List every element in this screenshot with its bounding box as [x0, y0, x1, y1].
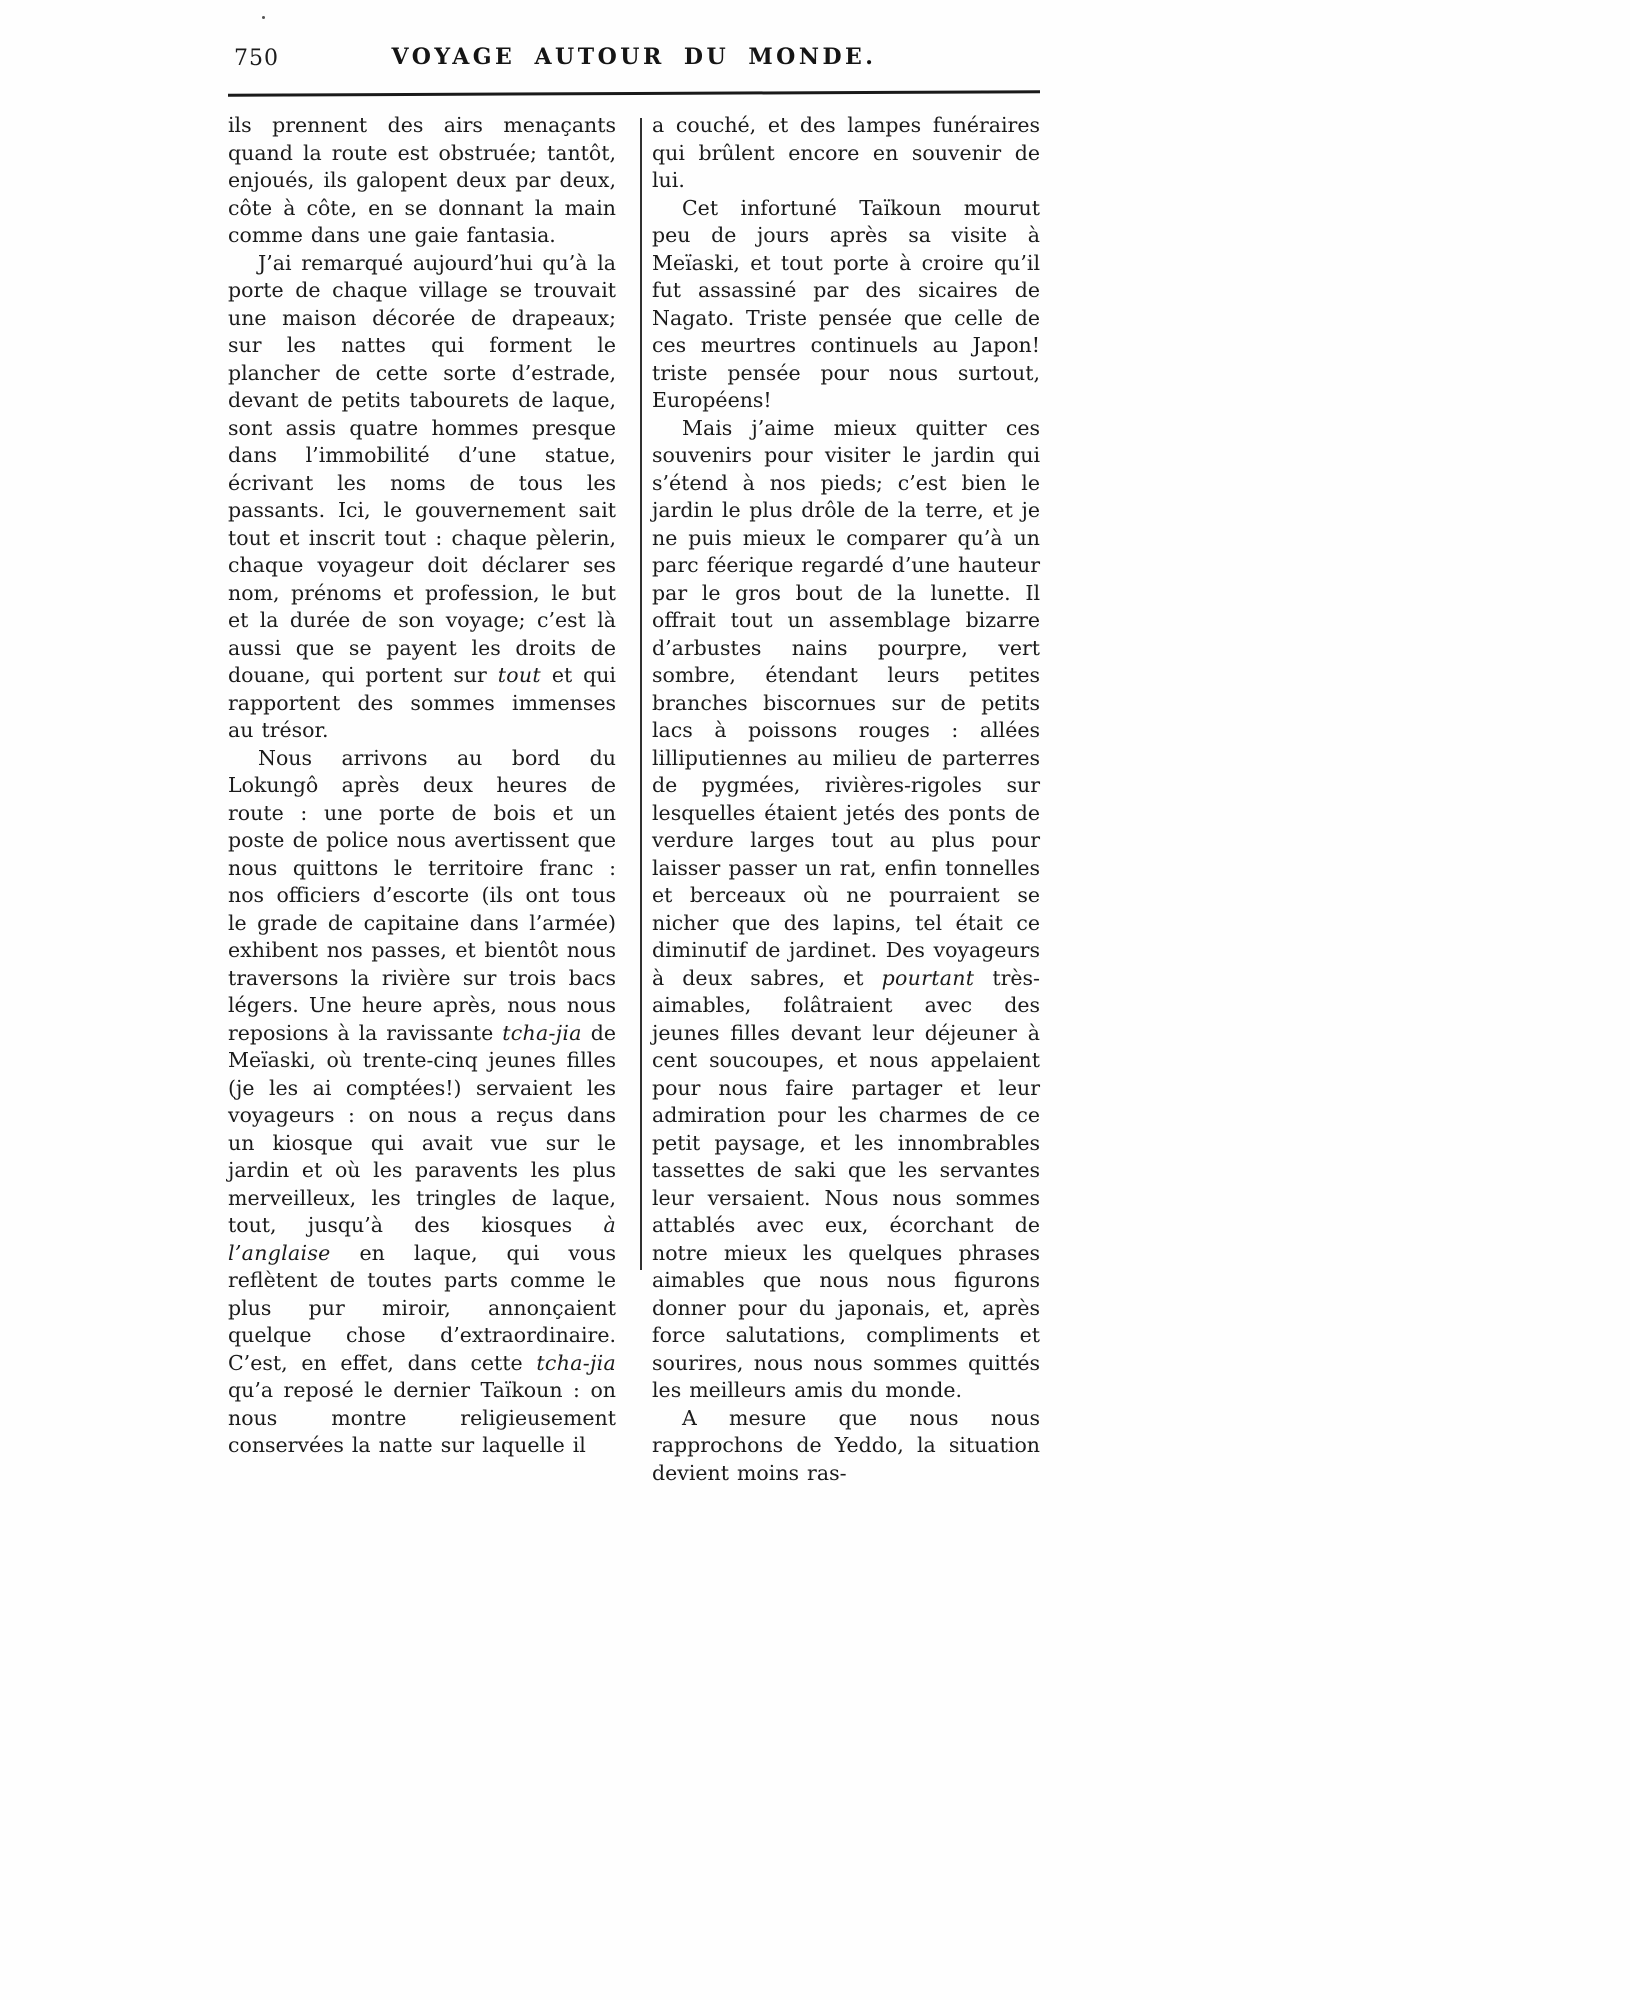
paragraph: Nous arrivons au bord du Lokungô après deux heures de route : une porte de bois et un poste de police nous avertissent que nous quittons le territoire franc : nos officiers d’escorte (ils ont tous le grade de capitaine dans l’armée) exhibent nos passes, et bientôt nous traversons la rivière sur trois bacs légers. Une heure après, nous nous reposions à la ravissante tcha-jia de Meïaski, où trente-cinq jeunes filles (je les ai comptées!) servaient les voyageurs : on nous a reçus dans un kiosque qui avait vue sur le jardin et où les paravents les plus merveilleux, les tringles de laque, tout, jusqu’à des kiosques à l’anglaise en laque, qui vous reflètent de toutes parts comme le plus pur miroir, annonçaient quelque chose d’extraordinaire. C’est, en effet, dans cette tcha-jia qu’a reposé le dernier Taïkoun : on nous montre religieusement conservées la natte sur laquelle il: [228, 745, 616, 1457]
page-number: 750: [234, 46, 279, 71]
paragraph: ils prennent des airs menaçants quand la route est obstruée; tantôt, enjoués, ils galopent deux par deux, côte à côte, en se donnant la main comme dans une gaie fantasia.: [228, 113, 616, 247]
right-column: [652, 112, 1040, 1487]
paragraph: A mesure que nous nous rapprochons de Yeddo, la situation devient moins ras-: [652, 1405, 1040, 1485]
header-rule: [228, 90, 1040, 97]
paragraph: J’ai remarqué aujourd’hui qu’à la porte de chaque village se trouvait une maison décorée de drapeaux; sur les nattes qui forment le plancher de cette sorte d’estrade, devant de petits tabourets de laque, sont assis quatre hommes presque dans l’immobilité d’une statue, écrivant les noms de tous les passants. Ici, le gouvernement sait tout et inscrit tout : chaque pèlerin, chaque voyageur doit déclarer ses nom, prénoms et profession, le but et la durée de son voyage; c’est là aussi que se payent les droits de douane, qui portent sur tout et qui rapportent des sommes immenses au trésor.: [228, 250, 616, 742]
scan-speck: [262, 16, 265, 19]
left-column: [228, 112, 616, 1487]
paragraph: Mais j’aime mieux quitter ces souvenirs pour visiter le jardin qui s’étend à nos pieds; c’est bien le jardin le plus drôle de la terre, et je ne puis mieux le comparer qu’à un parc féerique regardé d’une hauteur par le gros bout de la lunette. Il offrait tout un assemblage bizarre d’arbustes nains pourpre, vert sombre, étendant leurs petites branches biscornues sur de petits lacs à poissons rouges : allées lilliputiennes au milieu de parterres de pygmées, rivières-rigoles sur lesquelles étaient jetés des ponts de verdure larges tout au plus pour laisser passer un rat, enfin tonnelles et berceaux où ne pourraient se nicher que des lapins, tel était ce diminutif de jardinet. Des voyageurs à deux sabres, et pourtant très-aimables, folâtraient avec des jeunes filles devant leur déjeuner à cent soucoupes, et nous appelaient pour nous faire partager et leur admiration pour les charmes de ce petit paysage, et les innombrables tassettes de saki que les servantes leur versaient. Nous nous sommes attablés avec eux, écorchant de notre mieux les quelques phrases aimables que nous nous figurons donner pour du japonais, et, après force salutations, compliments et sourires, nous nous sommes quittés les meilleurs amis du monde.: [652, 415, 1040, 1402]
paragraph: a couché, et des lampes funéraires qui brûlent encore en souvenir de lui.: [652, 113, 1040, 192]
page-header: [228, 42, 1040, 76]
running-title: VOYAGE AUTOUR DU MONDE.: [391, 44, 877, 70]
column-divider-rule: [640, 118, 642, 1270]
paragraph: Cet infortuné Taïkoun mourut peu de jours après sa visite à Meïaski, et tout porte à croire qu’il fut assassiné par des sicaires de Nagato. Triste pensée que celle de ces meurtres continuels au Japon! triste pensée pour nous surtout, Européens!: [652, 195, 1040, 412]
text-columns: [228, 112, 1040, 1487]
